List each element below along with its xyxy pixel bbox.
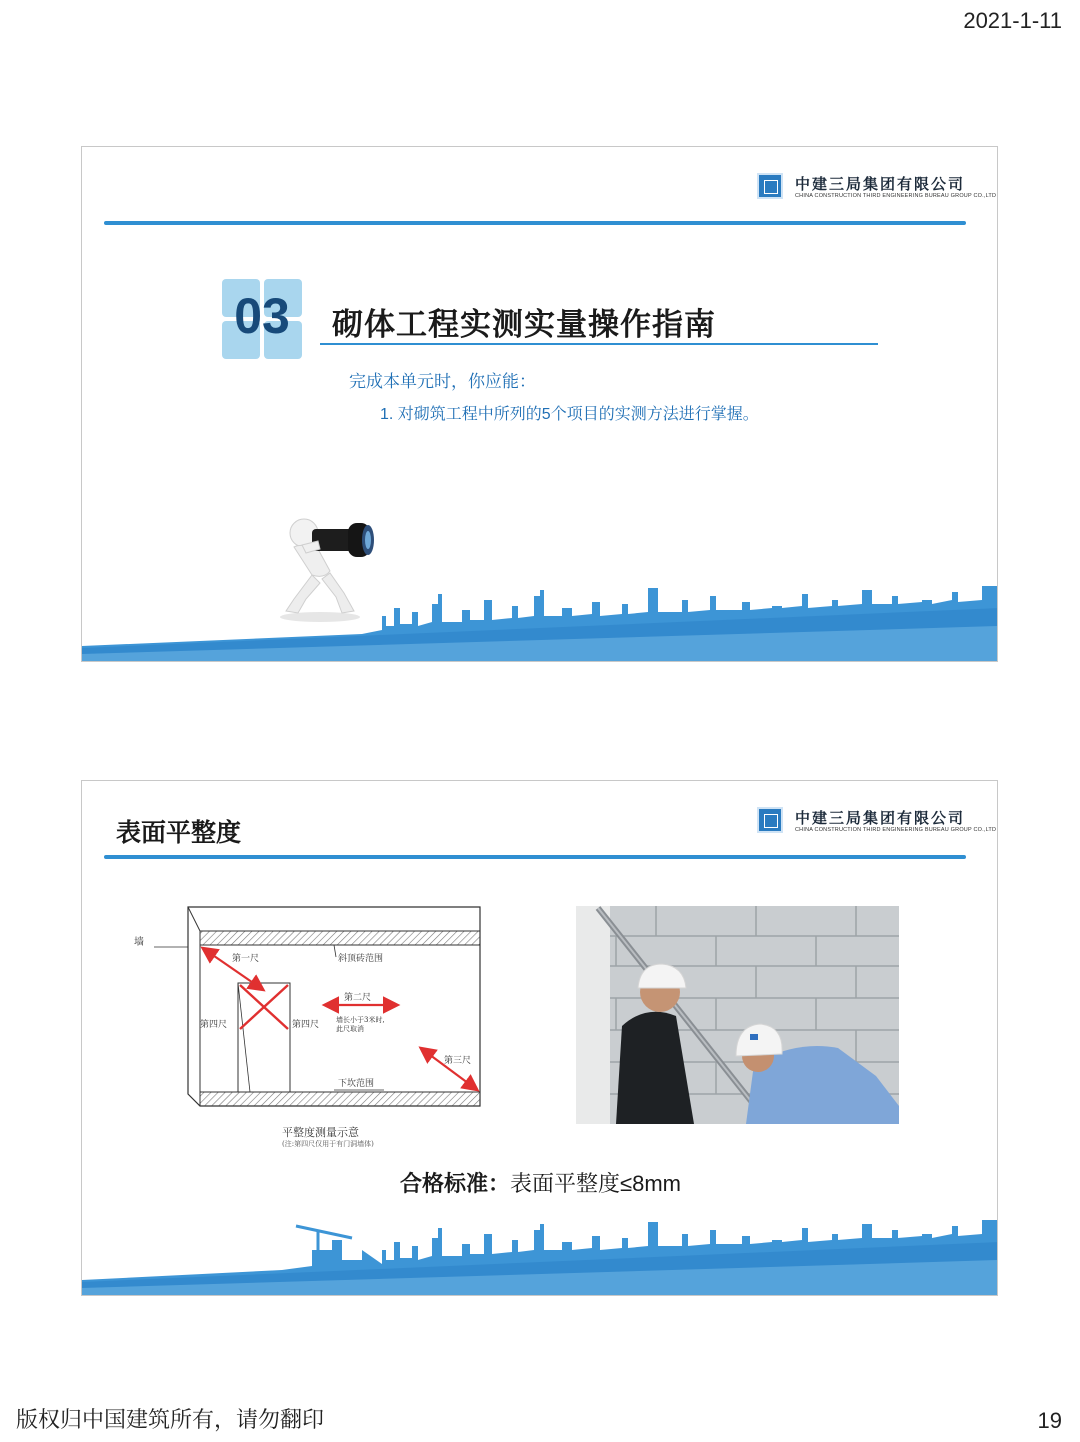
- note-line-1: 墙长小于3米时,: [336, 1016, 385, 1024]
- label-top-range: 斜顶砖范围: [338, 954, 384, 964]
- header-divider: [104, 855, 966, 859]
- city-skyline-decoration: [82, 1220, 998, 1295]
- standard-value: 表面平整度≤8mm: [510, 1171, 681, 1196]
- company-name-cn: 中建三局集团有限公司: [795, 176, 966, 193]
- section-title: 砌体工程实测实量操作指南: [332, 307, 716, 342]
- copyright-notice: 版权归中国建筑所有，请勿翻印: [16, 1408, 325, 1433]
- page-number: 19: [1037, 1408, 1062, 1433]
- label-ruler-4-left: 第四尺: [200, 1020, 228, 1030]
- slide-surface-flatness: [81, 780, 998, 1296]
- unit-intro: 完成本单元时，你应能：: [349, 372, 536, 391]
- city-skyline-decoration: [82, 586, 998, 661]
- label-ruler-3: 第三尺: [444, 1056, 472, 1066]
- section-number: 03: [234, 288, 290, 344]
- label-bottom-range: 下坎范围: [338, 1079, 375, 1089]
- label-ruler-2: 第二尺: [344, 993, 372, 1003]
- diagram-caption-note: (注:第四尺仅用于有门洞墙体): [282, 1140, 374, 1148]
- company-name-cn: 中建三局集团有限公司: [795, 810, 966, 827]
- company-logo: [757, 173, 997, 203]
- company-name-en: CHINA CONSTRUCTION THIRD ENGINEERING BUREAU GROUP CO.,LTD: [795, 193, 997, 199]
- company-logo: [757, 807, 997, 837]
- section-number-badge: [222, 279, 302, 359]
- diagram-caption: 平整度测量示意: [282, 1126, 359, 1139]
- flatness-measurement-diagram: [112, 901, 492, 1151]
- label-ruler-1: 第一尺: [232, 954, 260, 964]
- company-name-en: CHINA CONSTRUCTION THIRD ENGINEERING BUREAU GROUP CO.,LTD: [795, 827, 997, 833]
- company-logo-icon: [757, 807, 783, 833]
- title-underline: [320, 343, 878, 345]
- slide-title: 表面平整度: [116, 819, 242, 847]
- label-ruler-4-right: 第四尺: [292, 1020, 320, 1030]
- label-wall: 墙: [134, 937, 144, 948]
- page-date: 2021-1-11: [963, 8, 1062, 33]
- company-logo-icon: [757, 173, 783, 199]
- inspection-photo: [576, 906, 899, 1124]
- header-divider: [104, 221, 966, 225]
- note-line-2: 此尺取消: [336, 1025, 364, 1033]
- standard-label: 合格标准：: [400, 1171, 511, 1196]
- unit-objective: 1. 对砌筑工程中所列的5个项目的实测方法进行掌握。: [380, 406, 759, 423]
- slide-section-intro: [81, 146, 998, 662]
- acceptance-standard: [82, 1167, 998, 1198]
